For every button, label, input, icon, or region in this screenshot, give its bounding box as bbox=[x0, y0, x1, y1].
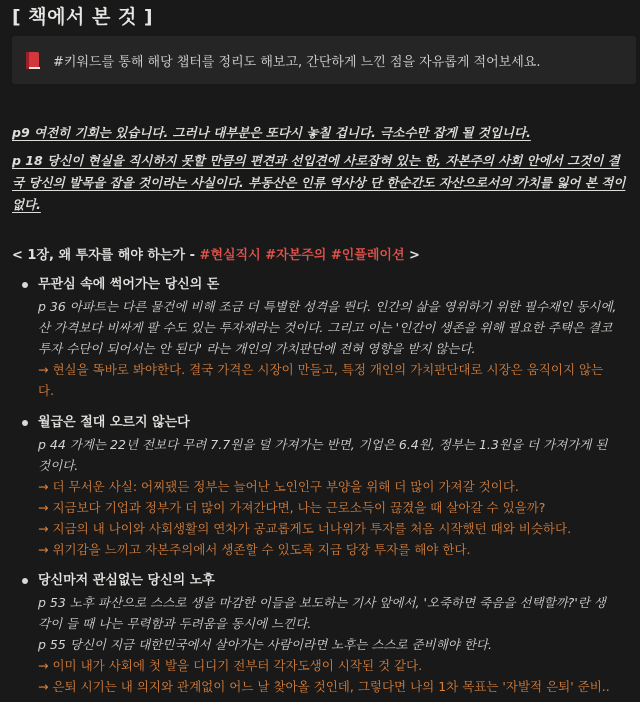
quote-line: p 36 아파트는 다른 물건에 비해 조금 더 특별한 성격을 띈다. 인간의 삶을 영위하기 위한 필수재인 동시에, bbox=[38, 299, 617, 314]
quote-line: 산 가격보다 비싸게 팔 수도 있는 투자재라는 것이다. 그리고 이는 '인간이 생존을 위해 필요한 주택은 결코 bbox=[38, 320, 613, 335]
callout bbox=[12, 36, 636, 84]
note-line: → 위기감을 느끼고 자본주의에서 생존할 수 있도록 지금 당장 투자를 해야 한다. bbox=[38, 542, 471, 557]
list-item bbox=[22, 570, 632, 697]
quote-line: 각이 들 때 나는 무력함과 두려움을 동시에 느낀다. bbox=[38, 616, 312, 631]
bullet-dot bbox=[22, 578, 28, 584]
page-title: [ 책에서 본 것 ] bbox=[12, 6, 154, 28]
quote-line: 것이다. bbox=[38, 458, 79, 473]
quote-line: 투자 수단이 되어서는 안 된다' 라는 개인의 가치판단에 전혀 영향을 받지 않는다. bbox=[38, 341, 476, 356]
note-line: → 지금의 내 나이와 사회생활의 연차가 공교롭게도 너나위가 투자를 처음 시작했던 때와 비슷하다. bbox=[38, 521, 572, 536]
bullet-title: 당신마저 관심없는 당신의 노후 bbox=[38, 573, 215, 588]
quote-line: p 44 가계는 22년 전보다 무려 7.7원을 덜 가져가는 반면, 기업은 6.4원, 정부는 1.3원을 더 가져가게 된 bbox=[38, 437, 608, 452]
quote-line: p 55 당신이 지금 대한민국에서 살아가는 사람이라면 노후는 스스로 준비해야 한다. bbox=[38, 637, 492, 652]
list-item bbox=[22, 274, 632, 401]
note-line: → 현실을 똑바로 봐야한다. 결국 가격은 시장이 만들고, 특정 개인의 가치판단대로 시장은 움직이지 않는 bbox=[38, 362, 604, 377]
note-line: → 이미 내가 사회에 첫 발을 디디기 전부터 각자도생이 시작된 것 같다. bbox=[38, 658, 423, 673]
bullet-dot bbox=[22, 282, 28, 288]
highlight-quote-2: p 18 당신이 현실을 직시하지 못할 만큼의 편견과 선입견에 사로잡혀 있는 한, 자본주의 사회 안에서 그것이 결국 당신의 발목을 잡을 것이라는 사실이다. 부동산은 인류 역사상 단 한순간도 자산으로서의 가치를 잃어 본 적이 없다. bbox=[12, 153, 626, 212]
bullet-dot bbox=[22, 420, 28, 426]
note-line: 다. bbox=[38, 383, 55, 398]
chapter-suffix: > bbox=[404, 248, 420, 263]
highlight-quote-1: p9 여전히 기회는 있습니다. 그러나 대부분은 또다시 놓칠 겁니다. 극소수만 잡게 될 것입니다. bbox=[12, 125, 531, 140]
book-icon bbox=[26, 52, 41, 69]
callout-text: #키워드를 통해 해당 챕터를 정리도 해보고, 간단하게 느낀 점을 자유롭게 적어보세요. bbox=[53, 54, 541, 70]
note-line: → 은퇴 시기는 내 의지와 관계없이 어느 날 찾아올 것인데, 그렇다면 나의 1차 목표는 '자발적 은퇴' 준비.. bbox=[38, 679, 610, 694]
bullet-title: 월급은 절대 오르지 않는다 bbox=[38, 415, 190, 430]
list-item bbox=[22, 412, 632, 560]
chapter-tags: #현실직시 #자본주의 #인플레이션 bbox=[199, 248, 405, 263]
bullet-title: 무관심 속에 썩어가는 당신의 돈 bbox=[38, 277, 220, 292]
chapter-prefix: < 1장, 왜 투자를 해야 하는가 - bbox=[12, 248, 200, 263]
note-line: → 더 무서운 사실: 어찌됐든 정부는 늘어난 노인인구 부양을 위해 더 많이 가져갈 것이다. bbox=[38, 479, 519, 494]
quote-line: p 53 노후 파산으로 스스로 생을 마감한 이들을 보도하는 기사 앞에서, '오죽하면 죽음을 선택할까?'란 생 bbox=[38, 595, 606, 610]
chapter-heading bbox=[12, 244, 420, 263]
note-line: → 지금보다 기업과 정부가 더 많이 가져간다면, 나는 근로소득이 끊겼을 때 살아갈 수 있을까? bbox=[38, 500, 546, 515]
